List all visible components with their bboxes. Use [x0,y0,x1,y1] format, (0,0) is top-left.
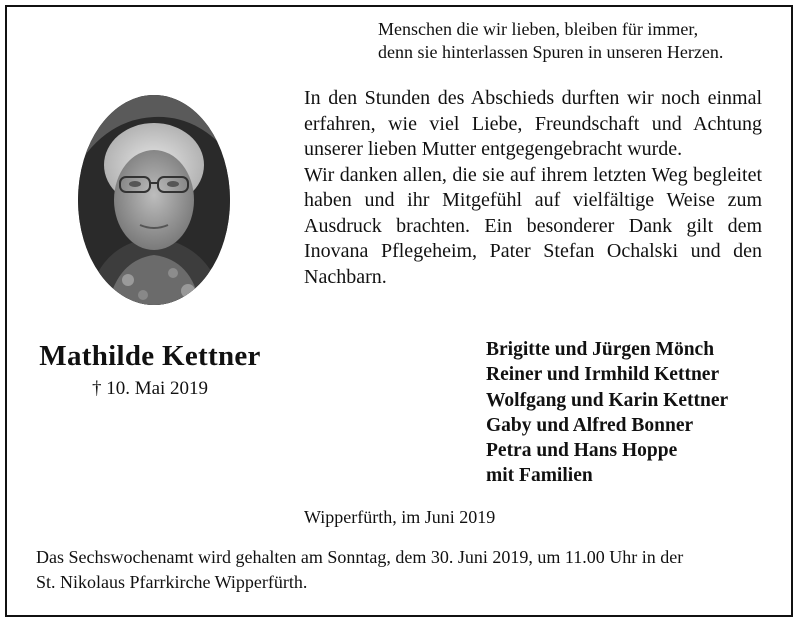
deceased-name: Mathilde Kettner [39,340,261,372]
death-date: † 10. Mai 2019 [91,378,209,399]
thanks-paragraph: Wir danken allen, die sie auf ihrem letzten Weg begleitet haben und ihr Mitgefühl auf vielfältige Weise zum Ausdruck brachten. Ein besonderer Dank gilt dem Inovana Pflegeheim, Pater Stefan Ochalski und den Nachbarn. [304,163,762,288]
thanks-paragraph: In den Stunden des Abschieds durften wir noch einmal erfahren, wie viel Liebe, Freundschaft und Achtung unserer lieben Mutter entgegengebracht wurde. [304,87,762,160]
portrait-photo [78,95,230,305]
quote-line: denn sie hinterlassen Spuren in unseren Herzen. [378,42,724,62]
place-date: Wipperfürth, im Juni 2019 [304,507,496,527]
notice-line: Das Sechswochenamt wird gehalten am Sonntag, dem 30. Juni 2019, um 11.00 Uhr in der [36,547,684,567]
family-member: mit Familien [486,465,593,487]
family-list [486,337,786,489]
mass-notice [36,545,766,595]
portrait-illustration [78,95,230,305]
thanks-text [304,86,762,290]
family-member: Brigitte und Jürgen Mönch [486,339,715,360]
family-member: Wolfgang und Karin Kettner [486,389,729,411]
family-member: Reiner und Irmhild Kettner [486,364,720,386]
family-member: Petra und Hans Hoppe [486,440,678,462]
memorial-quote [378,18,778,64]
notice-line: St. Nikolaus Pfarrkirche Wipperfürth. [36,572,308,592]
quote-line: Menschen die wir lieben, bleiben für immer, [378,19,699,39]
family-member: Gaby und Alfred Bonner [486,414,694,436]
